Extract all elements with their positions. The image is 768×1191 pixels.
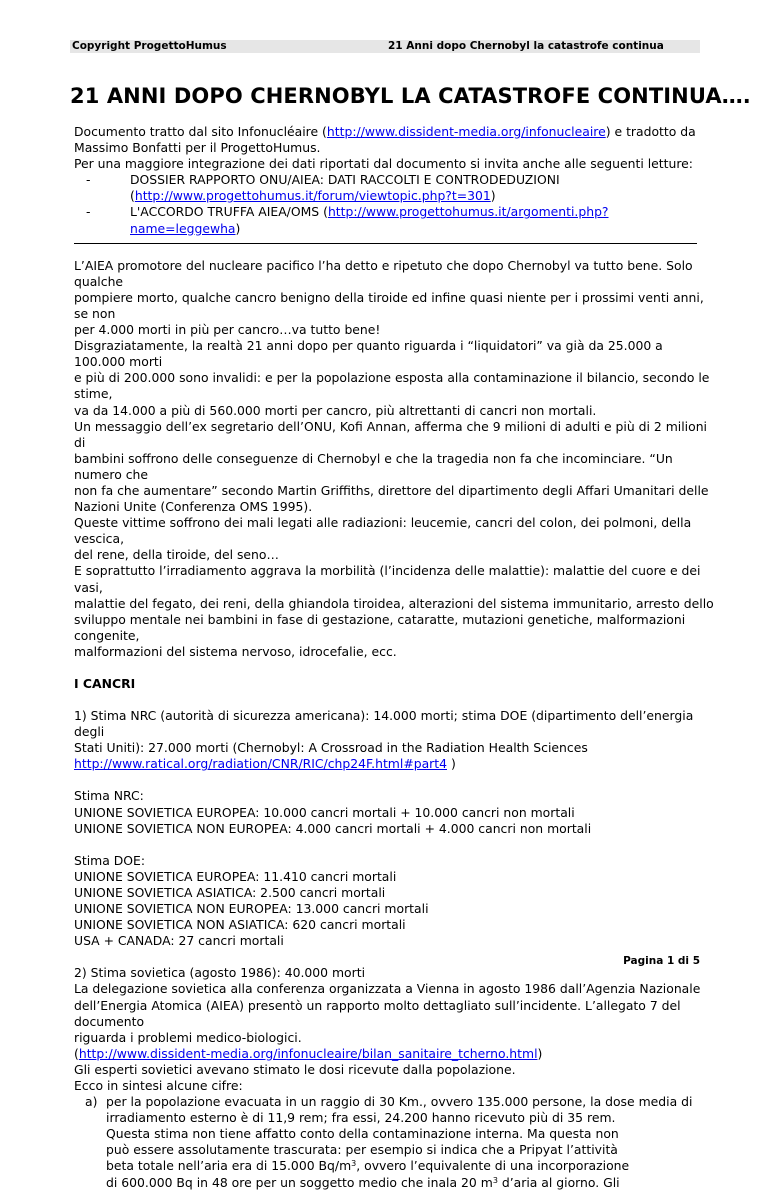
- intro-line-2: Massimo Bonfatti per il ProgettoHumus.: [74, 140, 321, 156]
- bullet-item-accordo: - L'ACCORDO TRUFFA AIEA/OMS (http://www.progettohumus.it/argomenti.php?name=leggewha): [86, 204, 609, 236]
- header-copyright: Copyright ProgettoHumus: [72, 40, 227, 52]
- accordo-link[interactable]: http://www.progettohumus.it/argomenti.php?name=leggewha: [130, 204, 609, 236]
- header-doc-title: 21 Anni dopo Chernobyl la catastrofe continua: [388, 40, 664, 52]
- list-item-a: a) per la popolazione evacuata in un raggio di 30 Km., ovvero 135.000 persone, la dose media di irradiamento esterno è di 11,9 rem; fra essi, 24.200 hanno ricevuto più di 35 rem. Questa stima non tiene affatto conto della contaminazione interna. Ma questa non può essere assolutamente trascurata: per esempio si indica che a Pripyat l’attività beta totale nell’aria era di 15.000 $Bq/m^3$, ovvero l’equivalente di una incorporazione di 600.000 Bq in 48 ore per un soggetto medio che inala 20 $m^3$ d’aria al giorno. Gli: [85, 1094, 693, 1190]
- page-header: [70, 40, 700, 53]
- infonucleaire-link[interactable]: http://www.dissident-media.org/infonucleaire: [326, 124, 606, 139]
- body-paragraphs: L’AIEA promotore del nucleare pacifico l’ha detto e ripetuto che dopo Chernobyl va tutto bene. Solo qualche pompiere morto, qualche cancro benigno della tiroide ed infine quasi niente per i prossimi venti anni, se non per 4.000 morti in più per cancro…va tutto bene! Disgraziatamente, la realtà 21 anni dopo per quanto riguarda i “liquidatori” va già da 25.000 a 100.000 morti e più di 200.000 sono invalidi: e per la popolazione esposta alla contaminazione il bilancio, secondo le stime, va da 14.000 a più di 560.000 morti per cancro, più altrettanti di cancri non mortali. Un messaggio dell’ex segretario dell’ONU, Kofi Annan, afferma che 9 milioni di adulti e più di 2 milioni di bambini soffrono delle conseguenze di Chernobyl e che la tragedia non fa che incominciare. “Un numero che non fa che aumentare” secondo Martin Griffiths, direttore del dipartimento degli Affari Umanitari delle Nazioni Unite (Conferenza OMS 1995). Queste vittime soffrono dei mali legati alle radiazioni: leucemie, cancri del colon, dei polmoni, della vescica, del rene, della tiroide, del seno… E soprattutto l’irradiamento aggrava la morbilità (l’incidenza delle malattie): malattie del cuore e dei vasi, malattie del fegato, dei reni, della ghiandola tiroidea, alterazioni del sistema immunitario, arresto dello sviluppo mentale nei bambini in fase di gestazione, cataratte, mutazioni genetiche, malformazioni congenite, malformazioni del sistema nervoso, idrocefalie, ecc.: [74, 257, 714, 659]
- estimate-1-line-2: Stati Uniti): 27.000 morti (Chernobyl: A Crossroad in the Radiation Health Sciences: [74, 740, 588, 756]
- intro-line-1: Documento tratto dal sito Infonucléaire (http://www.dissident-media.org/infonucleaire) e tradotto da: [74, 124, 696, 139]
- dossier-link[interactable]: http://www.progettohumus.it/forum/viewtopic.php?t=301: [134, 188, 491, 204]
- ratical-link[interactable]: http://www.ratical.org/radiation/CNR/RIC/chp24F.html#part4: [74, 756, 447, 772]
- intro-line-3: Per una maggiore integrazione dei dati riportati dal documento si invita anche alle seguenti letture:: [74, 156, 693, 172]
- section-heading-cancri: I CANCRI: [74, 676, 136, 691]
- estimate-1-line-1: 1) Stima NRC (autorità di sicurezza americana): 14.000 morti; stima DOE (dipartimento dell’energia degli: [74, 708, 694, 740]
- page-number: Pagina 1 di 5: [623, 955, 700, 967]
- document-body: Documento tratto dal sito Infonucléaire (http://www.dissident-media.org/infonucleaire) e tradotto da Massimo Bonfatti per il ProgettoHumus. Per una maggiore integrazione dei dati riportati dal documento si invita anche alle seguenti letture: - DOSSIER RAPPORTO ONU/AIEA: DATI RACCOLTI E CONTRODEDUZIONI (http://www.progettohumus.it/forum/viewtopic.php?t=301) - L'ACCORDO TRUFFA AIEA/OMS (http://www.progettohumus.it/argomenti.php?name=leggewha) L’AIEA promotore del nucleare pacifico l’ha detto e ripetuto che dopo Chernobyl va tutto bene. Solo qualche pompiere morto, qualche cancro benigno della tiroide ed infine quasi niente per i prossimi venti anni, se non per 4.000 morti in più per cancro…va tutto bene! Disgraziatamente, la realtà 21 anni dopo per quanto riguarda i “liquidatori” va già da 25.000 a 100.000 morti e più di 200.000 sono invalidi: e per la popolazione esposta alla contaminazione il bilancio, secondo le stime, va da 14.000 a più di 560.000 morti per cancro, più altrettanti di cancri non mortali. Un messaggio dell’ex segretario dell’ONU, Kofi Annan, afferma che 9 milioni di adulti e più di 2 milioni di bambini soffrono delle conseguenze di Chernobyl e che la tragedia non fa che incominciare. “Un numero che non fa che aumentare” secondo Martin Griffiths, direttore del dipartimento degli Affari Umanitari delle Nazioni Unite (Conferenza OMS 1995). Queste vittime soffrono dei mali legati alle radiazioni: leucemie, cancri del colon, dei polmoni, della vescica, del rene, della tiroide, del seno… E soprattutto l’irradiamento aggrava la morbilità (l’incidenza delle malattie): malattie del cuore e dei vasi, malattie del fegato, dei reni, della ghiandola tiroidea, alterazioni del sistema immunitario, arresto dello sviluppo mentale nei bambini in fase di gestazione, cataratte, mutazioni genetiche, malformazioni congenite, malformazioni del sistema nervoso, idrocefalie, ecc. I CANCRI 1) Stima NRC (autorità di sicurezza americana): 14.000 morti; stima DOE (dipartimento dell’energia degli Stati Uniti): 27.000 morti (Chernobyl: A Crossroad in the Radiation Health Sciences http://www.ratical.org/radiation/CNR/RIC/chp24F.html#part4 ) Stima NRC: UNIONE SOVIETICA EUROPEA: 10.000 cancri mortali + 10.000 cancri non mortali UNIONE SOVIETICA NON EUROPEA: 4.000 cancri mortali + 4.000 cancri non mortali Stima DOE: UNIONE SOVIETICA EUROPEA: 11.410 cancri mortali UNIONE SOVIETICA ASIATICA: 2.500 cancri mortali UNIONE SOVIETICA NON EUROPEA: 13.000 cancri mortali UNIONE SOVIETICA NON ASIATICA: 620 cancri mortali USA + CANADA: 27 cancri mortali 2) Stima sovietica (agosto 1986): 40.000 morti La delegazione sovietica alla conferenza organizzata a Vienna in agosto 1986 dall’Agenzia Nazionale dell’Energia Atomica (AIEA) presentò un rapporto molto dettagliato sull’incidente. L’allegato 7 del documento riguarda i problemi medico-biologici. (http://www.dissident-media.org/infonucleaire/bilan_sanitaire_tcherno.html) Gli esperti sovietici avevano stimato le dosi ricevute dalla popolazione. Ecco in sintesi alcune cifre: a) per la popolazione evacuata in un raggio di 30 Km., ovvero 135.000 persone, la dose media di irradiamento esterno è di 11,9 rem; fra essi, 24.200 hanno ricevuto più di 35 rem. Questa stima non tiene affatto conto della contaminazione interna. Ma questa non può essere assolutamente trascurata: per esempio si indica che a Pripyat l’attività beta totale nell’aria era di 15.000 $Bq/m^3$, ovvero l’equivalente di una incorporazione di 600.000 Bq in 48 ore per un soggetto medio che inala 20 $m^3$ d’aria al giorno. Gli: [74, 124, 714, 1190]
- nrc-estimate-list: Stima NRC: UNIONE SOVIETICA EUROPEA: 10.000 cancri mortali + 10.000 cancri non mortali UNIONE SOVIETICA NON EUROPEA: 4.000 cancri mortali + 4.000 cancri non mortali: [74, 788, 592, 836]
- bilan-sanitaire-link[interactable]: http://www.dissident-media.org/infonucleaire/bilan_sanitaire_tcherno.html: [78, 1045, 538, 1061]
- document-title: 21 ANNI DOPO CHERNOBYL LA CATASTROFE CONTINUA….: [70, 84, 751, 108]
- bullet-item-dossier: - DOSSIER RAPPORTO ONU/AIEA: DATI RACCOLTI E CONTRODEDUZIONI (http://www.progettohumus.it/forum/viewtopic.php?t=301): [86, 172, 560, 204]
- horizontal-rule: [74, 237, 697, 244]
- doe-estimate-list: Stima DOE: UNIONE SOVIETICA EUROPEA: 11.410 cancri mortali UNIONE SOVIETICA ASIATICA: 2.500 cancri mortali UNIONE SOVIETICA NON EUROPEA: 13.000 cancri mortali UNIONE SOVIETICA NON ASIATICA: 620 cancri mortali USA + CANADA: 27 cancri mortali: [74, 852, 429, 949]
- estimate-2-link-line: (http://www.dissident-media.org/infonucleaire/bilan_sanitaire_tcherno.html): [74, 1045, 543, 1061]
- estimate-1-link-line: http://www.ratical.org/radiation/CNR/RIC/chp24F.html#part4 ): [74, 756, 456, 772]
- estimate-2-heading: 2) Stima sovietica (agosto 1986): 40.000 morti: [74, 965, 366, 981]
